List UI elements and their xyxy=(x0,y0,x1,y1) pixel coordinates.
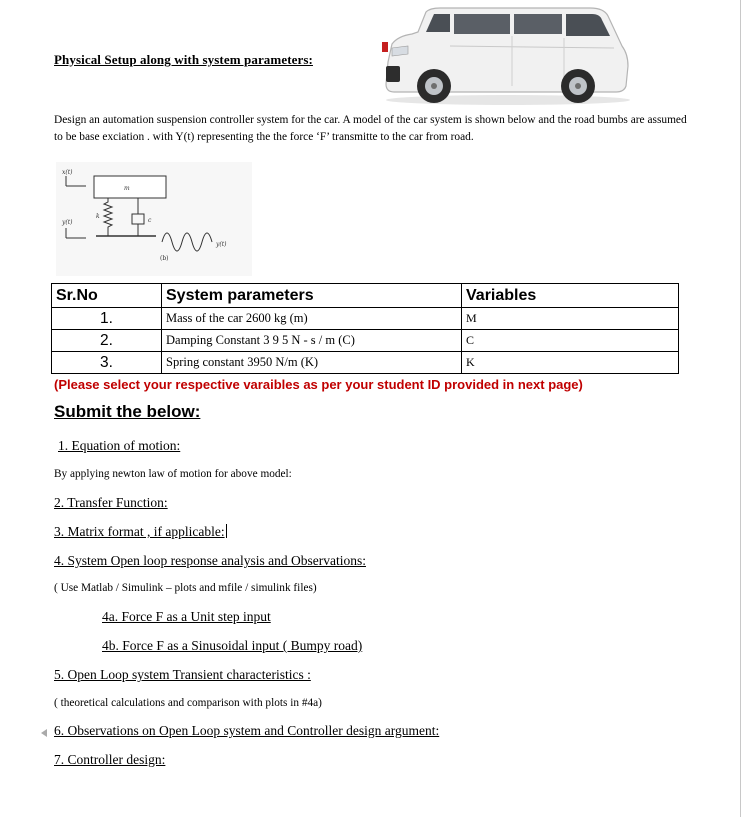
selection-note: (Please select your respective varaibles as per your student ID provided in next page) xyxy=(54,377,583,392)
row-parameter: Mass of the car 2600 kg (m) xyxy=(162,308,462,330)
suspension-diagram xyxy=(56,162,252,276)
item-unit-step: 4a. Force F as a Unit step input xyxy=(102,609,271,624)
item-open-loop-analysis: 4. System Open loop response analysis and Observations: xyxy=(54,553,366,568)
table-row xyxy=(52,330,679,352)
intro-paragraph: Design an automation suspension controller system for the car. A model of the car system is shown below and the road bumbs are assumed to be base exciation . with Y(t) representing the the force ‘F’ transmitte to the car from road. xyxy=(54,114,687,143)
row-variable: M xyxy=(462,308,679,330)
item-matrix-format xyxy=(54,524,227,540)
item-matrix-format-text: 3. Matrix format , if applicable: xyxy=(54,524,225,539)
item-transfer-function: 2. Transfer Function: xyxy=(54,495,168,510)
diagram-label-b: (b) xyxy=(160,255,169,262)
parameters-table xyxy=(51,283,679,374)
item-sinusoidal-input: 4b. Force F as a Sinusoidal input ( Bumpy road) xyxy=(102,638,363,653)
diagram-label-k: k xyxy=(96,213,100,220)
table-header-row xyxy=(52,284,679,308)
submit-heading: Submit the below: xyxy=(54,402,201,421)
header-srno: Sr.No xyxy=(52,284,162,308)
row-parameter: Damping Constant 3 9 5 N - s / m (C) xyxy=(162,330,462,352)
item-theoretical-subtext: ( theoretical calculations and comparison with plots in #4a) xyxy=(54,697,322,709)
header-system-parameters: System parameters xyxy=(162,284,462,308)
row-number: 3. xyxy=(52,352,162,374)
collapse-arrow-icon[interactable] xyxy=(41,729,47,737)
row-number: 1. xyxy=(52,308,162,330)
table-row xyxy=(52,352,679,374)
row-parameter: Spring constant 3950 N/m (K) xyxy=(162,352,462,374)
text-cursor xyxy=(226,524,227,538)
header-variables: Variables xyxy=(462,284,679,308)
section-heading: Physical Setup along with system parameters: xyxy=(54,52,313,67)
diagram-label-x: x(t) xyxy=(62,169,73,176)
item-observations: 6. Observations on Open Loop system and Controller design argument: xyxy=(54,723,440,738)
diagram-label-yt: y(t) xyxy=(216,241,227,248)
car-image xyxy=(378,2,632,108)
row-variable: K xyxy=(462,352,679,374)
item-equation-of-motion: 1. Equation of motion: xyxy=(58,438,181,453)
diagram-label-y: y(t) xyxy=(62,219,73,226)
item-controller-design: 7. Controller design: xyxy=(54,752,166,767)
row-variable: C xyxy=(462,330,679,352)
item-matlab-subtext: ( Use Matlab / Simulink – plots and mfile / simulink files) xyxy=(54,582,317,594)
table-row xyxy=(52,308,679,330)
page-border xyxy=(740,0,741,817)
row-number: 2. xyxy=(52,330,162,352)
item-equation-subtext: By applying newton law of motion for above model: xyxy=(54,468,292,480)
item-transient-characteristics: 5. Open Loop system Transient characteristics : xyxy=(54,667,311,682)
diagram-label-m: m xyxy=(124,185,130,192)
diagram-label-c: c xyxy=(148,217,152,224)
